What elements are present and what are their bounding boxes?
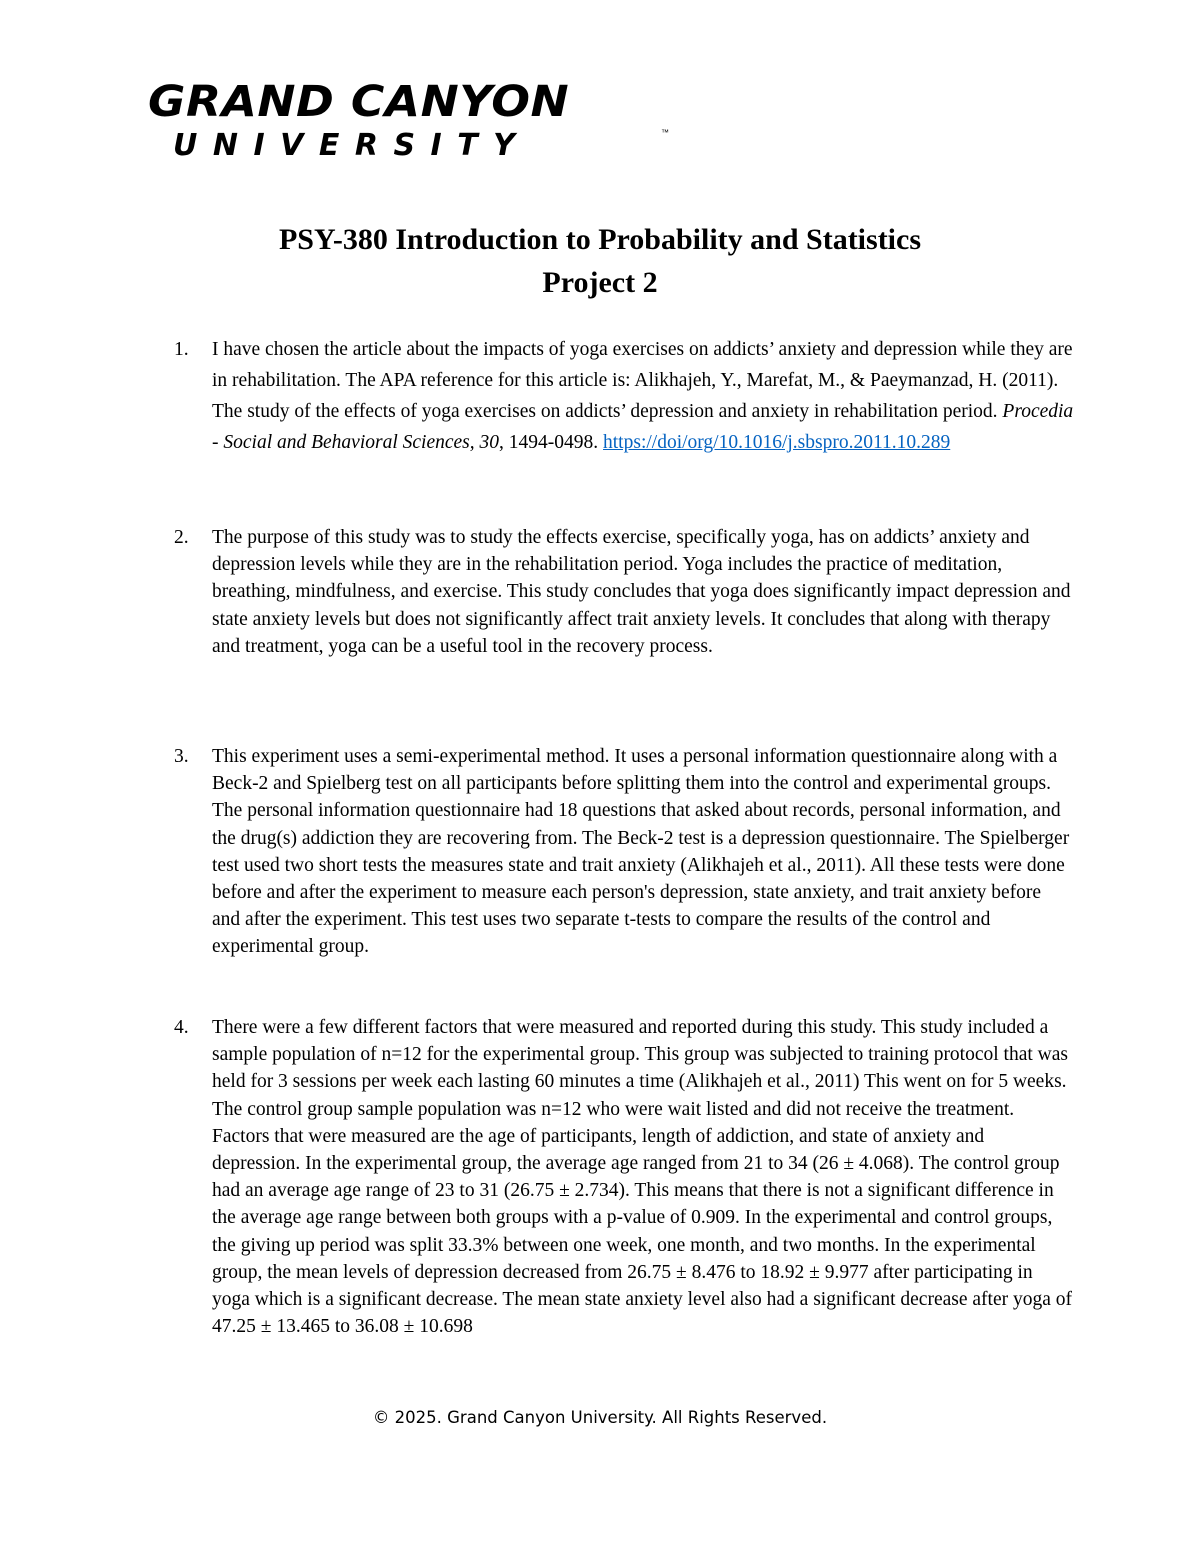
list-item-text: The purpose of this study was to study the effects exercise, specifically yoga, has on addicts’ anxiety and depression levels while they are in the rehabilitation period. Yoga includes the practice of meditation, breathing, mindfulness, and exercise. This study concludes that yoga does significantly impact depression and state anxiety levels but does not significantly affect trait anxiety levels. It concludes that along with therapy and treatment, yoga can be a useful tool in the recovery process. xyxy=(212,527,1071,657)
journal-name: Procedia - Social and Behavioral Sciences, 30 xyxy=(212,401,1074,453)
list-item-number: 3. xyxy=(174,746,189,767)
university-logo xyxy=(148,77,669,168)
logo-wordmark-top: GRAND CANYON xyxy=(148,77,570,127)
reference-pages: , 1494-0498. xyxy=(499,432,604,453)
list-item-text xyxy=(212,334,1074,458)
reference-text: I have chosen the article about the impacts of yoga exercises on addicts’ anxiety and depression while they are in rehabilitation. The APA reference for this article is: Alikhajeh, Y., Marefat, M., & Paeymanzad, H. (2011). The study of the effects of yoga exercises on addicts’ depression and anxiety in rehabilitation period. xyxy=(212,339,1073,422)
list-item-number: 1. xyxy=(174,339,189,360)
list-item-text: There were a few different factors that were measured and reported during this study. This study included a sample population of n=12 for the experimental group. This group was subjected to training protocol that was held for 3 sessions per week each lasting 60 minutes a time (Alikhajeh et al., 2011) This went on for 5 weeks. The control group sample population was n=12 who were wait listed and did not receive the treatment. Factors that were measured are the age of participants, length of addiction, and state of anxiety and depression. In the experimental group, the average age ranged from 21 to 34 (26 ± 4.068). The control group had an average age range of 23 to 31 (26.75 ± 2.734). This means that there is not a significant difference in the average age range between both groups with a p-value of 0.909. In the experimental and control groups, the giving up period was split 33.3% between one week, one month, and two months. In the experimental group, the mean levels of depression decreased from 26.75 ± 8.476 to 18.92 ± 9.977 after participating in yoga which is a significant decrease. The mean state anxiety level also had a significant decrease after yoga of 47.25 ± 13.465 to 36.08 ± 10.698 xyxy=(212,1017,1072,1338)
copyright-footer: © 2025. Grand Canyon University. All Rights Reserved. xyxy=(372,1408,828,1427)
document-title xyxy=(100,218,1100,304)
title-course: PSY-380 Introduction to Probability and Statistics xyxy=(278,223,922,256)
list-item-number: 4. xyxy=(174,1017,189,1038)
title-project: Project 2 xyxy=(542,266,658,299)
doi-link[interactable]: https://doi/org/10.1016/j.sbspro.2011.10.289 xyxy=(603,432,951,453)
list-item-text: This experiment uses a semi-experimental method. It uses a personal information questionnaire along with a Beck-2 and Spielberg test on all participants before splitting them into the control and experimental groups. The personal information questionnaire had 18 questions that asked about records, personal information, and the drug(s) addiction they are recovering from. The Beck-2 test is a depression questionnaire. The Spielberger test used two short tests the measures state and trait anxiety (Alikhajeh et al., 2011). All these tests were done before and after the experiment to measure each person's depression, state anxiety, and trait anxiety before and after the experiment. This test uses two separate t-tests to compare the results of the control and experimental group. xyxy=(212,746,1070,958)
logo-trademark: ™ xyxy=(661,128,669,137)
list-item-number: 2. xyxy=(174,527,189,548)
logo-wordmark-bottom: UNIVERSITY xyxy=(173,128,531,163)
